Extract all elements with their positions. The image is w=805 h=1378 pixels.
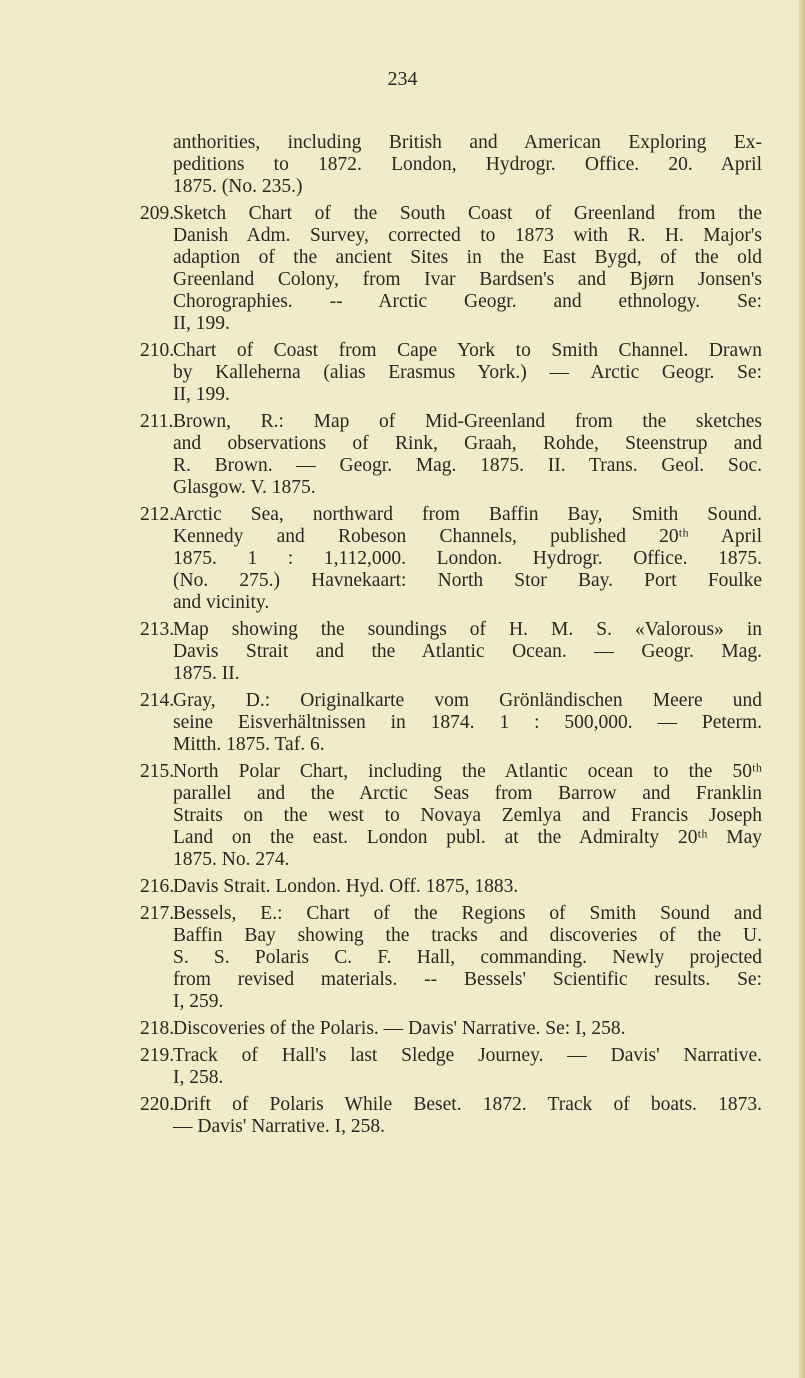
text-line: Brown, R.: Map of Mid-Greenland from the sketches bbox=[173, 411, 762, 432]
text-line: North Polar Chart, including the Atlantic ocean to the 50ᵗʰ bbox=[173, 761, 762, 782]
entry-text bbox=[173, 1094, 762, 1138]
catalog-entry bbox=[140, 340, 762, 406]
catalog-entry bbox=[140, 690, 762, 756]
page-number: 234 bbox=[387, 68, 418, 90]
text-line: Baffin Bay showing the tracks and discoveries of the U. bbox=[173, 925, 762, 946]
entry-text bbox=[173, 340, 762, 406]
text-line: I, 258. bbox=[173, 1067, 224, 1088]
catalog-entry bbox=[140, 504, 762, 614]
entry-text bbox=[173, 132, 762, 198]
text-line: seine Eisverhältnissen in 1874. 1 : 500,000. — Peterm. bbox=[173, 712, 762, 733]
entry-text bbox=[173, 690, 762, 756]
text-line: and observations of Rink, Graah, Rohde, Steenstrup and bbox=[173, 433, 762, 454]
text-line: II, 199. bbox=[173, 384, 230, 405]
page-edge bbox=[799, 0, 805, 1378]
catalog-entry bbox=[140, 903, 762, 1013]
text-line: Davis Strait and the Atlantic Ocean. — Geogr. Mag. bbox=[173, 641, 762, 662]
text-line: peditions to 1872. London, Hydrogr. Office. 20. April bbox=[173, 154, 762, 175]
text-line: Davis Strait. London. Hyd. Off. 1875, 1883. bbox=[173, 876, 519, 897]
text-line: Track of Hall's last Sledge Journey. — Davis' Narrative. bbox=[173, 1045, 762, 1066]
text-line: Gray, D.: Originalkarte vom Grönländischen Meere und bbox=[173, 690, 762, 711]
entry-number: 210. bbox=[140, 340, 175, 361]
text-line: 1875. (No. 235.) bbox=[173, 176, 303, 197]
entry-number: 217. bbox=[140, 903, 175, 924]
entry-number: 215. bbox=[140, 761, 175, 782]
text-line: — Davis' Narrative. I, 258. bbox=[173, 1116, 385, 1137]
entry-text bbox=[173, 619, 762, 685]
text-line: and vicinity. bbox=[173, 592, 270, 613]
catalog-entry bbox=[140, 619, 762, 685]
text-line: (No. 275.) Havnekaart: North Stor Bay. Port Foulke bbox=[173, 570, 762, 591]
text-line: Glasgow. V. 1875. bbox=[173, 477, 316, 498]
text-line: Chart of Coast from Cape York to Smith Channel. Drawn bbox=[173, 340, 762, 361]
catalog-entry bbox=[140, 132, 762, 198]
text-line: 1875. 1 : 1,112,000. London. Hydrogr. Office. 1875. bbox=[173, 548, 762, 569]
entry-text bbox=[173, 203, 762, 335]
text-line: by Kalleherna (alias Erasmus York.) — Arctic Geogr. Se: bbox=[173, 362, 762, 383]
text-line: Arctic Sea, northward from Baffin Bay, Smith Sound. bbox=[173, 504, 762, 525]
text-line: Sketch Chart of the South Coast of Greenland from the bbox=[173, 203, 762, 224]
text-line: 1875. No. 274. bbox=[173, 849, 290, 870]
text-line: I, 259. bbox=[173, 991, 224, 1012]
entry-text bbox=[173, 1045, 762, 1089]
text-line: Land on the east. London publ. at the Admiralty 20ᵗʰ May bbox=[173, 827, 762, 848]
text-line: Map showing the soundings of H. M. S. «Valorous» in bbox=[173, 619, 762, 640]
entry-text bbox=[173, 504, 762, 614]
entry-number: 209. bbox=[140, 203, 175, 224]
entry-text bbox=[173, 1018, 762, 1040]
catalog-entry bbox=[140, 1094, 762, 1138]
text-line: parallel and the Arctic Seas from Barrow and Franklin bbox=[173, 783, 762, 804]
text-line: anthorities, including British and American Exploring Ex- bbox=[173, 132, 762, 153]
text-line: Drift of Polaris While Beset. 1872. Track of boats. 1873. bbox=[173, 1094, 762, 1115]
text-line: Kennedy and Robeson Channels, published 20ᵗʰ April bbox=[173, 526, 762, 547]
text-line: Mitth. 1875. Taf. 6. bbox=[173, 734, 325, 755]
text-line: Greenland Colony, from Ivar Bardsen's and Bjørn Jonsen's bbox=[173, 269, 762, 290]
catalog-entry bbox=[140, 876, 762, 898]
entry-number: 212. bbox=[140, 504, 175, 525]
text-line: Discoveries of the Polaris. — Davis' Narrative. Se: I, 258. bbox=[173, 1018, 626, 1039]
document-body bbox=[140, 132, 762, 1138]
text-line: Straits on the west to Novaya Zemlya and Francis Joseph bbox=[173, 805, 762, 826]
text-line: Bessels, E.: Chart of the Regions of Smith Sound and bbox=[173, 903, 762, 924]
entry-text bbox=[173, 876, 762, 898]
entry-number: 211. bbox=[140, 411, 174, 432]
entry-text bbox=[173, 761, 762, 871]
text-line: II, 199. bbox=[173, 313, 230, 334]
catalog-entry bbox=[140, 1018, 762, 1040]
text-line: Danish Adm. Survey, corrected to 1873 with R. H. Major's bbox=[173, 225, 762, 246]
catalog-entry bbox=[140, 203, 762, 335]
entry-number: 220. bbox=[140, 1094, 175, 1115]
catalog-entry bbox=[140, 1045, 762, 1089]
catalog-entry bbox=[140, 411, 762, 499]
text-line: Chorographies. -- Arctic Geogr. and ethnology. Se: bbox=[173, 291, 762, 312]
entry-number: 218. bbox=[140, 1018, 175, 1039]
entry-number: 216. bbox=[140, 876, 175, 897]
text-line: adaption of the ancient Sites in the East Bygd, of the old bbox=[173, 247, 762, 268]
entry-text bbox=[173, 411, 762, 499]
text-line: from revised materials. -- Bessels' Scientific results. Se: bbox=[173, 969, 762, 990]
entry-text bbox=[173, 903, 762, 1013]
entry-number bbox=[140, 132, 173, 198]
entry-number: 213. bbox=[140, 619, 175, 640]
text-line: S. S. Polaris C. F. Hall, commanding. Newly projected bbox=[173, 947, 762, 968]
text-line: 1875. II. bbox=[173, 663, 240, 684]
entry-number: 214. bbox=[140, 690, 175, 711]
text-line: R. Brown. — Geogr. Mag. 1875. II. Trans. Geol. Soc. bbox=[173, 455, 762, 476]
entry-number: 219. bbox=[140, 1045, 175, 1066]
catalog-entry bbox=[140, 761, 762, 871]
